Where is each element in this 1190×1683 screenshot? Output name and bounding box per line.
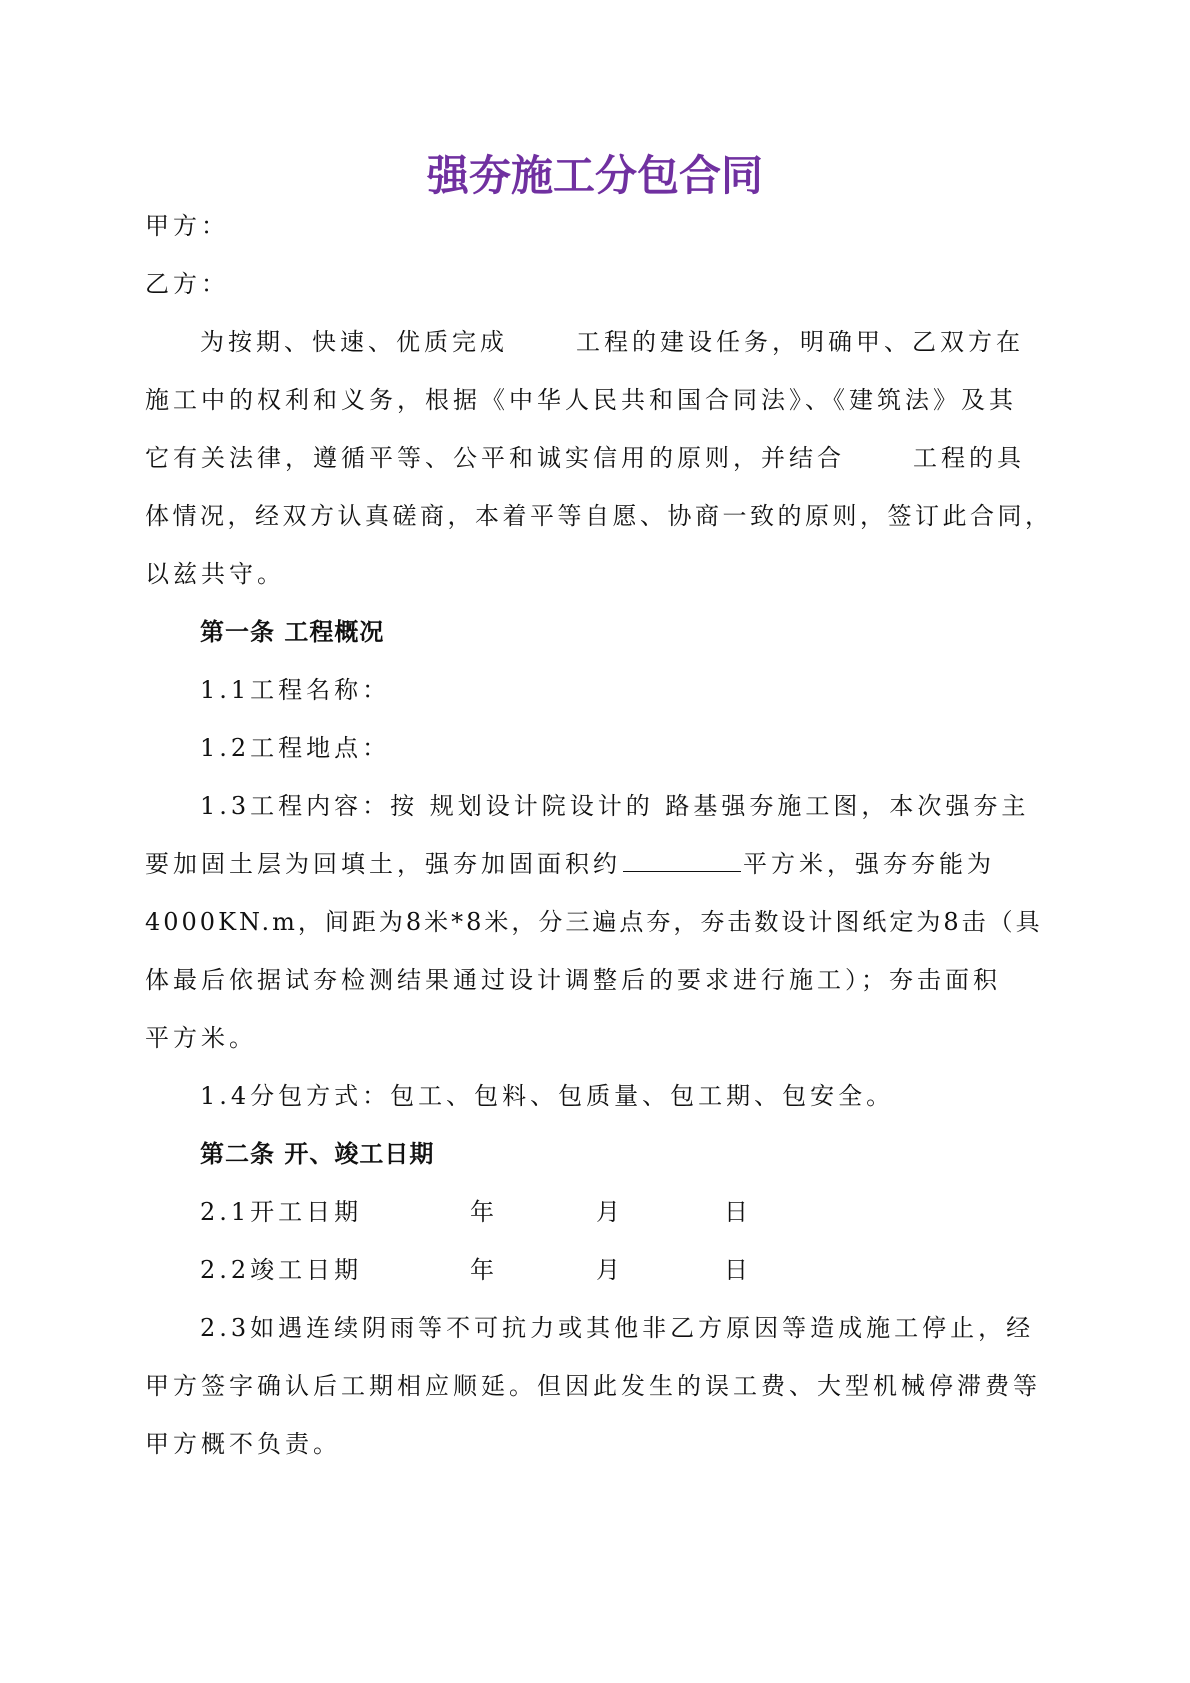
article-2-item-3-line-3: 甲方概不负责。 [145, 1430, 341, 1458]
day-label: 日 [724, 1198, 748, 1226]
blank-fill-line [623, 847, 741, 872]
article-1-item-3-line-4: 体最后依据试夯检测结果通过设计调整后的要求进行施工）；夯击面积 [145, 966, 1001, 994]
article-1-item-3-line-1: 1.3工程内容：按 规划设计院设计的 路基强夯施工图，本次强夯主 [200, 792, 1030, 820]
item-text: 平方米，强夯夯能为 [743, 850, 995, 878]
article-1-item-3-line-3: 4000KN.m，间距为8米*8米，分三遍点夯，夯击数设计图纸定为8击（具 [145, 908, 1043, 936]
party-b-label: 乙方： [145, 270, 229, 298]
intro-text: 工程的建设任务，明确甲、乙双方在 [576, 328, 1024, 356]
year-label: 年 [470, 1198, 494, 1226]
article-2-heading: 第二条 开、竣工日期 [200, 1140, 435, 1168]
document-title: 强夯施工分包合同 [426, 151, 763, 200]
intro-line-4: 体情况，经双方认真磋商，本着平等自愿、协商一致的原则，签订此合同， [145, 502, 1053, 530]
intro-line-3 [145, 440, 1025, 476]
article-2-item-3-line-2: 甲方签字确认后工期相应顺延。但因此发生的误工费、大型机械停滞费等 [145, 1372, 1041, 1400]
article-1-item-3-line-5: 平方米。 [145, 1024, 257, 1052]
article-2-item-1: 2.1开工日期 [200, 1198, 363, 1226]
month-label: 月 [596, 1256, 620, 1284]
month-label: 月 [596, 1198, 620, 1226]
year-label: 年 [470, 1256, 494, 1284]
intro-line-1 [200, 324, 1024, 360]
intro-line-5: 以兹共守。 [145, 560, 285, 588]
article-1-item-2: 1.2工程地点： [200, 734, 391, 762]
party-a-label: 甲方： [145, 212, 229, 240]
article-1-heading: 第一条 工程概况 [200, 618, 385, 646]
intro-text: 它有关法律，遵循平等、公平和诚实信用的原则，并结合 [145, 444, 845, 472]
article-2-item-2: 2.2竣工日期 [200, 1256, 363, 1284]
article-1-item-3-line-2 [145, 846, 995, 882]
day-label: 日 [724, 1256, 748, 1284]
item-text: 要加固土层为回填土，强夯加固面积约 [145, 850, 621, 878]
intro-text: 工程的具 [913, 444, 1025, 472]
article-1-item-4: 1.4分包方式：包工、包料、包质量、包工期、包安全。 [200, 1082, 895, 1110]
article-2-item-3-line-1: 2.3如遇连续阴雨等不可抗力或其他非乙方原因等造成施工停止，经 [200, 1314, 1035, 1342]
intro-line-2: 施工中的权利和义务，根据《中华人民共和国合同法》、《建筑法》及其 [145, 386, 1017, 414]
article-1-item-1: 1.1工程名称： [200, 676, 391, 704]
intro-text: 为按期、快速、优质完成 [200, 328, 508, 356]
